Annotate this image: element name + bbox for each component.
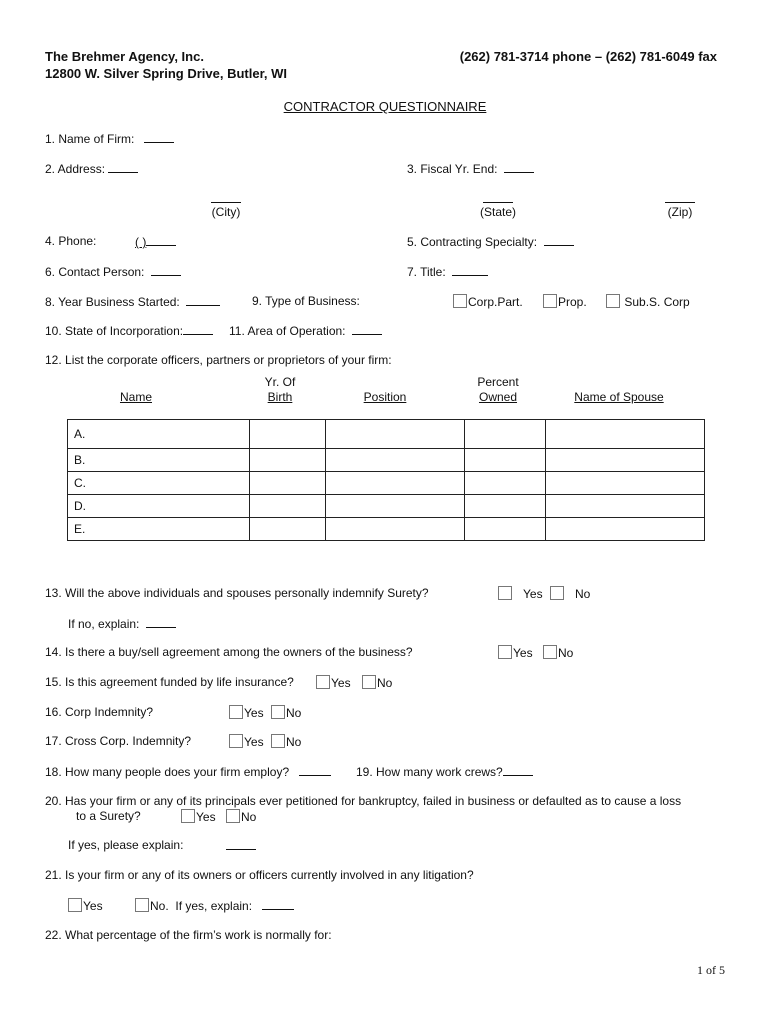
column-header-name: Name (119, 390, 152, 404)
column-header-birth: Birth (267, 390, 293, 404)
q13-explain-field[interactable] (146, 616, 176, 628)
q21-yes-option[interactable]: Yes (68, 898, 103, 913)
company-name: The Brehmer Agency, Inc. (45, 49, 204, 64)
table-cell[interactable] (465, 495, 546, 518)
employee-count-field[interactable] (299, 764, 331, 776)
table-cell[interactable] (465, 449, 546, 472)
q20-explain: If yes, please explain: (68, 838, 184, 852)
area-of-operation-field[interactable] (352, 323, 382, 335)
table-cell[interactable] (326, 472, 465, 495)
question-6: 6. Contact Person: (45, 264, 181, 279)
checkbox-icon[interactable] (543, 645, 557, 659)
checkbox-icon[interactable] (271, 705, 285, 719)
table-cell[interactable] (326, 518, 465, 541)
checkbox-icon[interactable] (498, 645, 512, 659)
table-cell[interactable] (250, 449, 326, 472)
question-10: 10. State of Incorporation: (45, 323, 213, 338)
table-cell[interactable] (546, 449, 705, 472)
question-13: 13. Will the above individuals and spouses personally indemnify Surety? (45, 586, 429, 600)
column-header-percent: Percent (477, 375, 519, 389)
q14-yes-option[interactable]: Yes (498, 645, 533, 660)
city-label: (City) (211, 205, 241, 219)
checkbox-icon[interactable] (229, 705, 243, 719)
checkbox-icon[interactable] (181, 809, 195, 823)
q13-no-option[interactable]: No (550, 586, 590, 601)
question-21: 21. Is your firm or any of its owners or officers currently involved in any litigation? (45, 868, 474, 882)
table-cell[interactable] (546, 495, 705, 518)
checkbox-icon[interactable] (226, 809, 240, 823)
table-cell[interactable] (465, 420, 546, 449)
page-number: 1 of 5 (697, 963, 725, 977)
contact-person-field[interactable] (151, 264, 181, 276)
column-header-owned: Owned (478, 390, 518, 404)
address-field[interactable] (108, 161, 138, 173)
firm-name-field[interactable] (144, 131, 174, 143)
column-header-position: Position (363, 390, 407, 404)
question-14: 14. Is there a buy/sell agreement among the owners of the business? (45, 645, 413, 659)
question-1: 1. Name of Firm: (45, 131, 174, 146)
question-22: 22. What percentage of the firm’s work is normally for: (45, 928, 332, 942)
contracting-specialty-field[interactable] (544, 234, 574, 246)
q17-no-option[interactable]: No (271, 734, 301, 749)
table-cell[interactable] (326, 420, 465, 449)
row-label: D. (68, 495, 250, 518)
checkbox-icon[interactable] (68, 898, 82, 912)
zip-label: (Zip) (667, 205, 693, 219)
table-cell[interactable] (546, 420, 705, 449)
column-header-yr-of: Yr. Of (264, 375, 296, 389)
q15-yes-option[interactable]: Yes (316, 675, 351, 690)
question-9: 9. Type of Business: (252, 294, 360, 308)
checkbox-icon[interactable] (550, 586, 564, 600)
table-cell[interactable] (326, 449, 465, 472)
question-15: 15. Is this agreement funded by life insurance? (45, 675, 294, 689)
question-12: 12. List the corporate officers, partners or proprietors of your firm: (45, 353, 392, 367)
officers-table (67, 419, 705, 541)
q13-explain: If no, explain: (68, 616, 176, 631)
question-20: 20. Has your firm or any of its principals ever petitioned for bankruptcy, failed in business or defaulted as to cause a loss (45, 794, 682, 808)
checkbox-icon[interactable] (543, 294, 557, 308)
city-field[interactable] (206, 191, 246, 206)
checkbox-icon[interactable] (498, 586, 512, 600)
q20-explain-field[interactable] (226, 838, 256, 853)
phone-field[interactable]: ( ) (135, 234, 176, 249)
question-11: 11. Area of Operation: (229, 323, 382, 338)
state-of-incorporation-field[interactable] (183, 323, 213, 335)
q16-no-option[interactable]: No (271, 705, 301, 720)
q20-no-option[interactable]: No (226, 809, 256, 824)
business-type-corp-part[interactable]: Corp.Part. (453, 294, 523, 309)
q13-yes-option[interactable]: Yes (498, 586, 543, 601)
state-label: (State) (479, 205, 516, 219)
q17-yes-option[interactable]: Yes (229, 734, 264, 749)
table-cell[interactable] (250, 495, 326, 518)
question-20-continued: to a Surety? (76, 809, 141, 823)
checkbox-icon[interactable] (606, 294, 620, 308)
question-5: 5. Contracting Specialty: (407, 234, 574, 249)
q14-no-option[interactable]: No (543, 645, 573, 660)
row-label: A. (68, 420, 250, 449)
company-contact: (262) 781-3714 phone – (262) 781-6049 fax (459, 49, 717, 64)
question-17: 17. Cross Corp. Indemnity? (45, 734, 192, 748)
table-cell[interactable] (546, 518, 705, 541)
fiscal-year-end-field[interactable] (504, 161, 534, 173)
q16-yes-option[interactable]: Yes (229, 705, 264, 720)
zip-field[interactable] (660, 191, 700, 206)
page-title: CONTRACTOR QUESTIONNAIRE (283, 99, 487, 114)
state-field[interactable] (478, 191, 518, 206)
title-field[interactable] (452, 264, 488, 276)
question-18: 18. How many people does your firm employ? (45, 764, 331, 779)
row-label: E. (68, 518, 250, 541)
question-19: 19. How many work crews? (356, 764, 533, 779)
row-label: B. (68, 449, 250, 472)
year-started-field[interactable] (186, 294, 220, 306)
table-cell[interactable] (250, 472, 326, 495)
checkbox-icon[interactable] (271, 734, 285, 748)
company-address: 12800 W. Silver Spring Drive, Butler, WI (45, 66, 288, 81)
checkbox-icon[interactable] (453, 294, 467, 308)
q21-no-option[interactable]: No. If yes, explain: (135, 898, 294, 913)
table-row (68, 420, 705, 449)
question-16: 16. Corp Indemnity? (45, 705, 154, 719)
q15-no-option[interactable]: No (362, 675, 392, 690)
checkbox-icon[interactable] (316, 675, 330, 689)
table-cell[interactable] (250, 420, 326, 449)
question-4: 4. Phone: (45, 234, 97, 248)
table-row (68, 518, 705, 541)
table-row (68, 495, 705, 518)
business-type-sub-s-corp[interactable]: Sub.S. Corp (606, 294, 690, 309)
checkbox-icon[interactable] (229, 734, 243, 748)
q20-yes-option[interactable]: Yes (181, 809, 216, 824)
table-cell[interactable] (546, 472, 705, 495)
row-label: C. (68, 472, 250, 495)
table-row (68, 449, 705, 472)
checkbox-icon[interactable] (362, 675, 376, 689)
table-cell[interactable] (465, 518, 546, 541)
business-type-prop[interactable]: Prop. (543, 294, 587, 309)
q21-explain-field[interactable] (262, 898, 294, 910)
table-cell[interactable] (465, 472, 546, 495)
work-crews-field[interactable] (503, 764, 533, 776)
question-3: 3. Fiscal Yr. End: (407, 161, 534, 176)
column-header-name-of-spouse: Name of Spouse (574, 390, 664, 404)
question-7: 7. Title: (407, 264, 488, 279)
question-8: 8. Year Business Started: (45, 294, 220, 309)
table-row (68, 472, 705, 495)
question-2: 2. Address: (45, 161, 138, 176)
table-cell[interactable] (250, 518, 326, 541)
checkbox-icon[interactable] (135, 898, 149, 912)
table-cell[interactable] (326, 495, 465, 518)
